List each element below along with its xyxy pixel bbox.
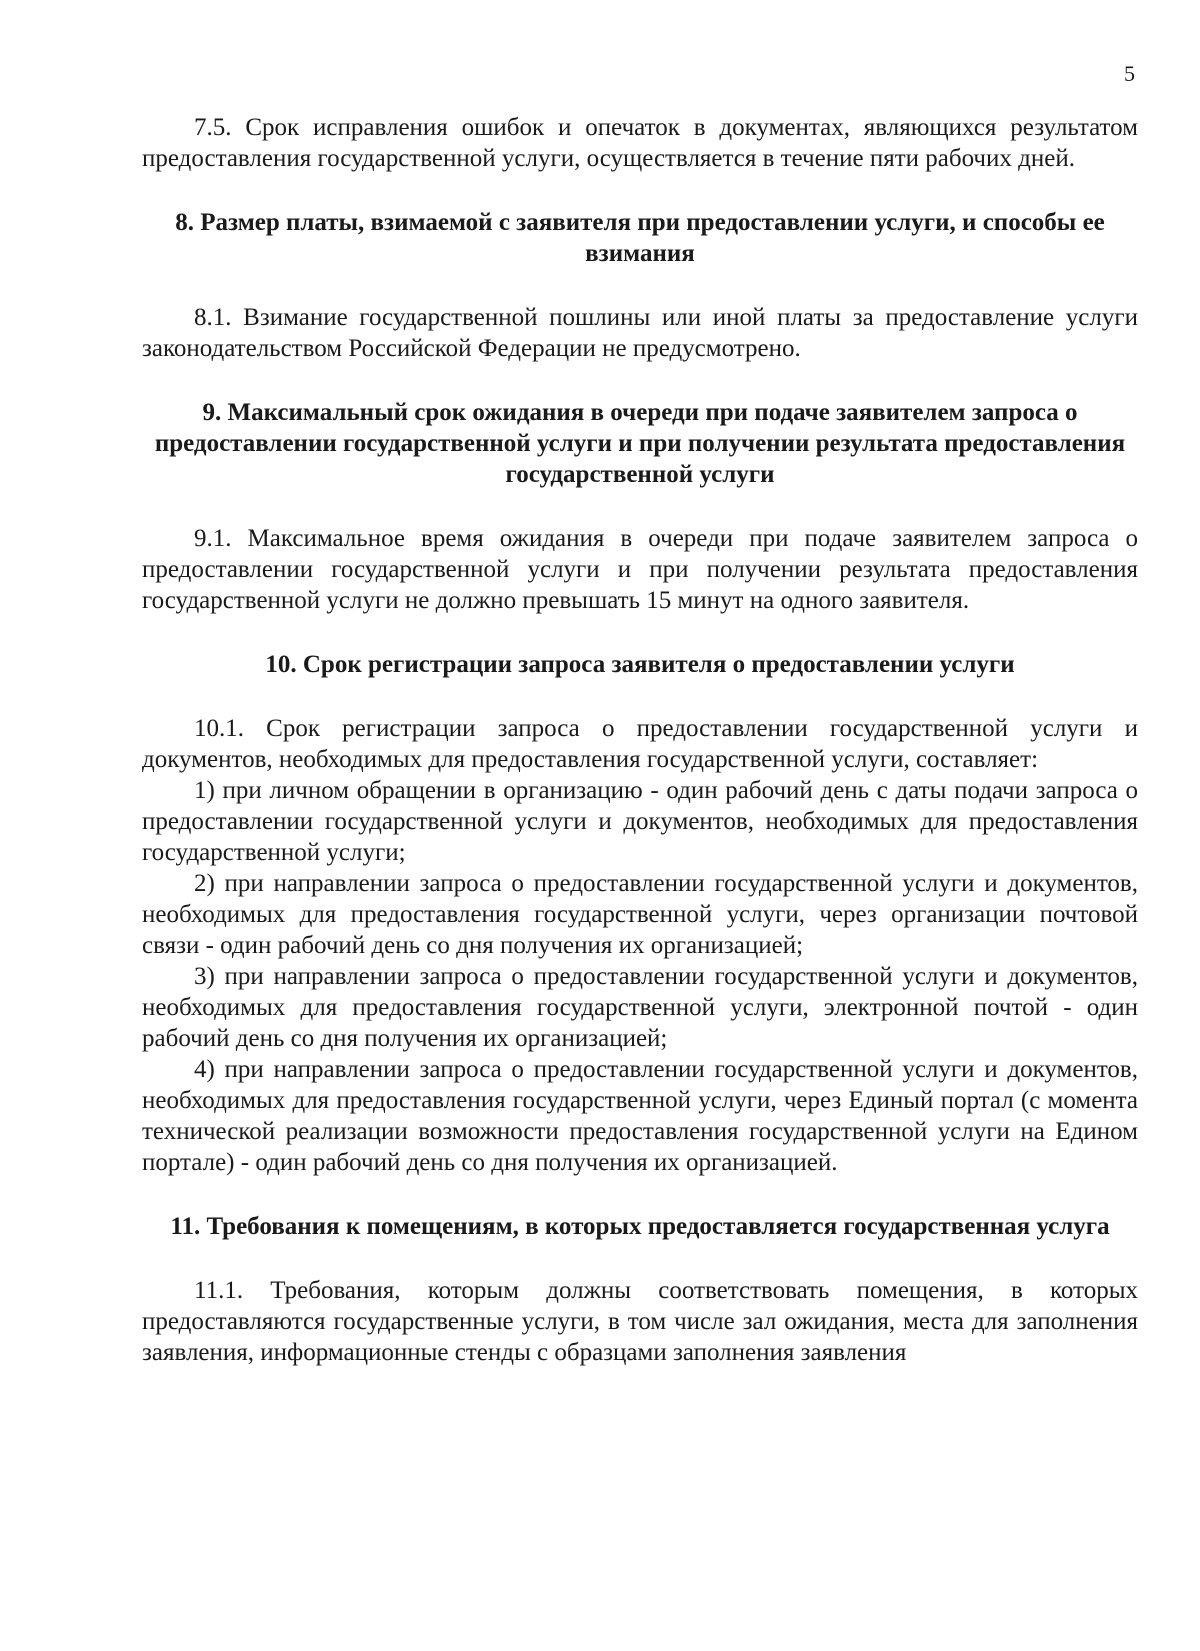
page-number: 5 [1124, 61, 1135, 86]
paragraph-9-1: 9.1. Максимальное время ожидания в очереди при подаче заявителем запроса о предоставлении государственной услуги и при получении результата предоставления государственной услуги не должно превышать 15 минут на одного заявителя. [142, 525, 1138, 614]
list-item-10-1-1: 1) при личном обращении в организацию - один рабочий день с даты подачи запроса о предоставлении государственной услуги и документов, необходимых для предоставления государственной услуги; [142, 777, 1138, 866]
list-item-10-1-3: 3) при направлении запроса о предоставлении государственной услуги и документов, необходимых для предоставления государственной услуги, электронной почтой - один рабочий день со дня получения их организацией; [142, 963, 1138, 1052]
section-heading-11: 11. Требования к помещениям, в которых предоставляется государственная услуга [170, 1213, 1110, 1240]
section-10 [142, 616, 1138, 1178]
paragraph-8-1: 8.1. Взимание государственной пошлины или иной платы за предоставление услуги законодательством Российской Федерации не предусмотрено. [142, 304, 1138, 362]
list-item-10-1-4: 4) при направлении запроса о предоставлении государственной услуги и документов, необходимых для предоставления государственной услуги, через Единый портал (с момента технической реализации возможности предоставления государственной услуги на Едином портале) - один рабочий день со дня получения их организацией. [142, 1056, 1138, 1176]
section-heading-9: 9. Максимальный срок ожидания в очереди при подаче заявителем запроса о предоставлении государственной услуги и при получении результата предоставления государственной услуги [154, 399, 1126, 488]
section-9 [142, 364, 1138, 616]
paragraph-10-1: 10.1. Срок регистрации запроса о предоставлении государственной услуги и документов, необходимых для предоставления государственной услуги, составляет: [142, 715, 1138, 773]
section-heading-8: 8. Размер платы, взимаемой с заявителя при предоставлении услуги, и способы ее взимания [175, 209, 1105, 267]
paragraph-11-1: 11.1. Требования, которым должны соответствовать помещения, в которых предоставляются государственные услуги, в том числе зал ожидания, места для заполнения заявления, информационные стенды с образцами заполнения заявления [142, 1277, 1138, 1366]
list-item-10-1-2: 2) при направлении запроса о предоставлении государственной услуги и документов, необходимых для предоставления государственной услуги, через организации почтовой связи - один рабочий день со дня получения их организацией; [142, 870, 1138, 959]
section-7 [142, 112, 1138, 174]
section-heading-10: 10. Срок регистрации запроса заявителя о предоставлении услуги [265, 651, 1015, 678]
section-8 [142, 174, 1138, 364]
document-body [142, 112, 1138, 1368]
section-11 [142, 1178, 1138, 1368]
paragraph-7-5: 7.5. Срок исправления ошибок и опечаток в документах, являющихся результатом предоставления государственной услуги, осуществляется в течение пяти рабочих дней. [142, 114, 1138, 172]
